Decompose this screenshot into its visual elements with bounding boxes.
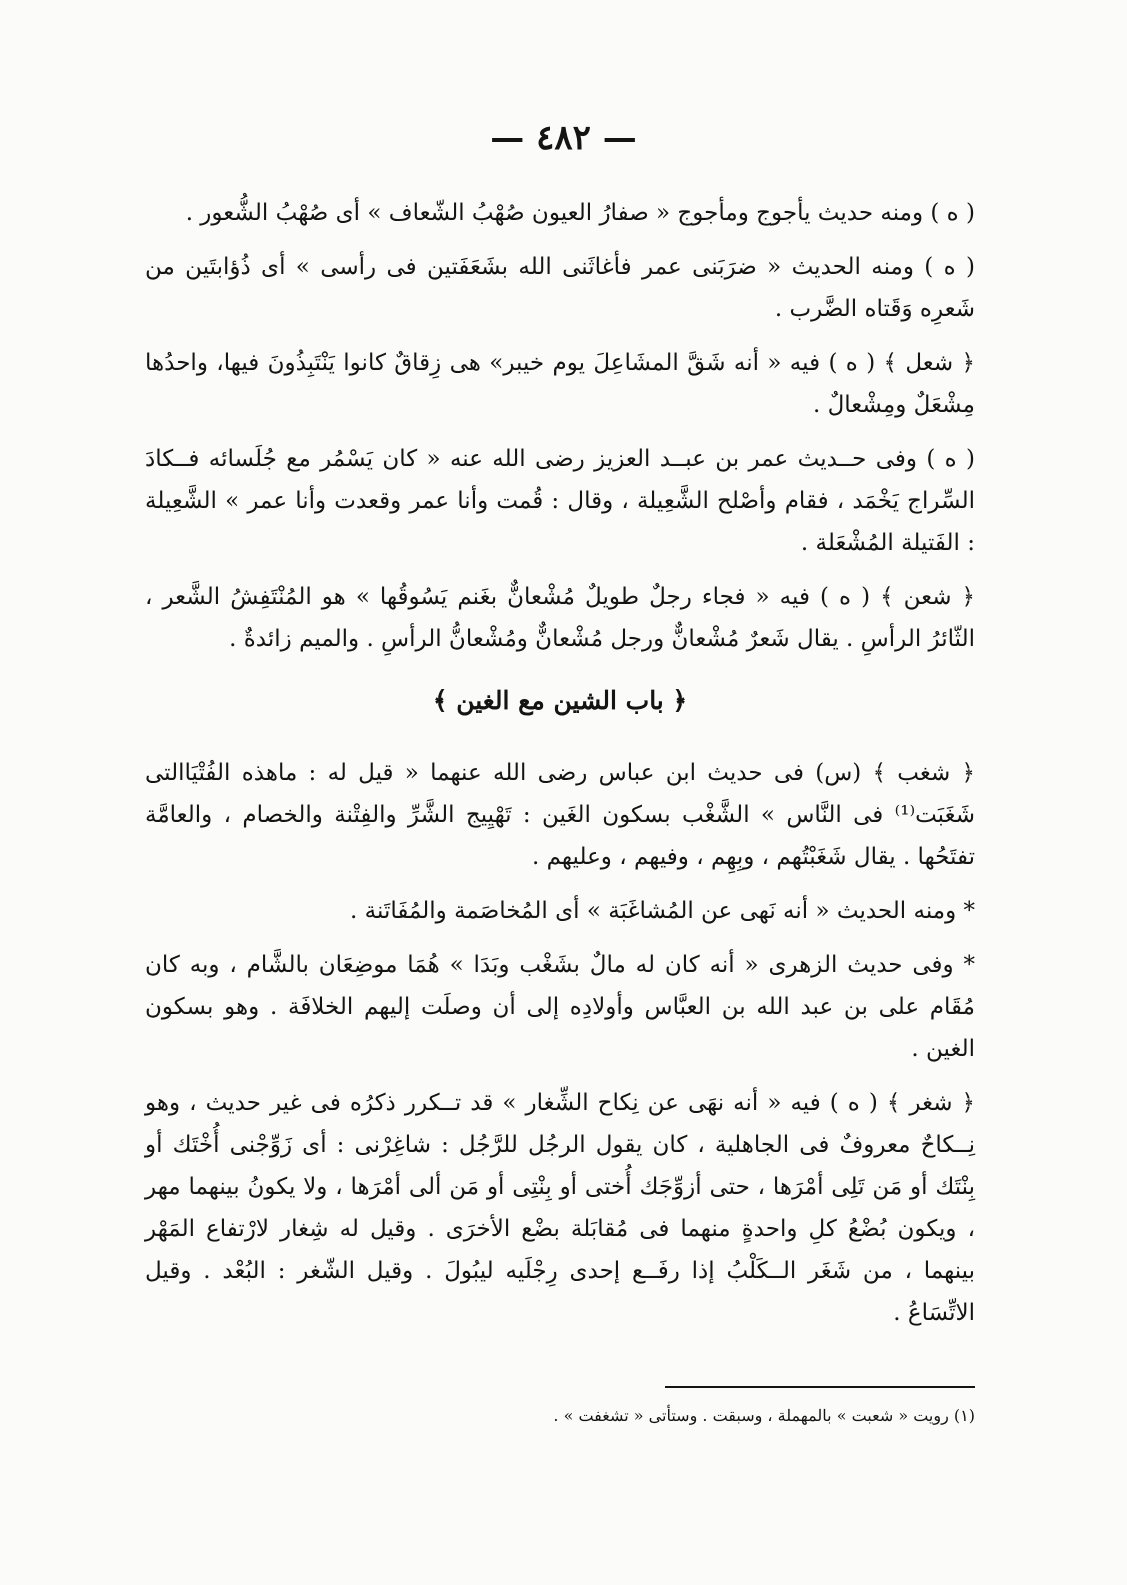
paragraph: * وفى حديث الزهرى « أنه كان له مالٌ بشَغْب وبَدَا » هُمَا موضِعَان بالشَّام ، وبه كان مُقَام على بن عبد الله بن العبَّاس وأولادِه إلى أن وصلَت إليهم الخلافَة . وهو بسكون الغين . [145, 952, 975, 1062]
section-heading: ﴿ باب الشين مع الغين ﴾ [432, 686, 688, 715]
paragraph: ﴿ شغر ﴾ ( ه ) فيه « أنه نهَى عن نِكاح الشِّغار » قد تــكرر ذكرُه فى غير حديث ، وهو نِــكاحٌ معروفٌ فى الجاهلية ، كان يقول الرجُل للرَّجُل : شاغِرْنى : أى زَوِّجْنى أُخْتَك أو بِنْتَك أو مَن تَلِى أمْرَها ، حتى أزوِّجَك أُختى أو بِنْتِى أو مَن ألى أمْرَها ، ولا يكونُ بينهما مهر ، ويكون بُضْعُ كلِ واحدةٍ منهما فى مُقابَلة بضْع الأخرَى . وقيل له شِغار لارْتفاع المَهْر بينهما ، من شَغَر الــكَلْبُ إذا رفَــع إحدى رِجْلَيه ليبُولَ . وقيل الشّغر : البُعْد . وقيل الاتِّسَاعُ . [145, 1090, 975, 1326]
paragraph: ﴿ شغب ﴾ (س) فى حديث ابن عباس رضى الله عنهما « قيل له : ماهذه الفُتْيَاالتى شَغَبَت⁽¹⁾ فى النَّاس » الشَّغْب بسكون الغَين : تَهْيِيج الشَّرِّ والفِتْنة والخصام ، والعامَّة تفتَحُها . يقال شَغَبْتُهم ، وبِهِم ، وفيهم ، وعليهم . [145, 760, 975, 870]
page-number: — ٤٨٢ — [490, 118, 637, 158]
footnote-divider [665, 1386, 975, 1388]
paragraph: ﴿ شعن ﴾ ( ه ) فيه « فجاء رجلٌ طويلٌ مُشْعانٌّ بغَنم يَسُوقُها » هو المُنْتَفِشُ الشَّعر ، الثّائرُ الرأسِ . يقال شَعرٌ مُشْعانٌّ ورجل مُشْعانٌّ ومُشْعانُّ الرأسِ . والميم زائدةٌ . [145, 584, 975, 652]
paragraph: * ومنه الحديث « أنه نَهى عن المُشاغَبَة » أى المُخاصَمة والمُفَاتَنة . [350, 898, 975, 924]
footnote: (١) رويت « شعبت » بالمهملة ، وسبقت . وستأتى « تشغفت » . [553, 1406, 975, 1425]
paragraph: ( ه ) ومنه حديث يأجوج ومأجوج « صفارُ العيون صُهْبُ الشّعاف » أى صُهْبُ الشُّعور . [185, 200, 975, 226]
paragraph: ﴿ شعل ﴾ ( ه ) فيه « أنه شَقَّ المشَاعِلَ يوم خيبر» هى زِقاقٌ كانوا يَنْتَبِذُونَ فيها، واحدُها مِشْعَلٌ ومِشْعالٌ . [145, 350, 975, 418]
page-body [145, 192, 975, 1346]
paragraph: ( ه ) ومنه الحديث « ضرَبَنى عمر فأغاثَنى الله بشَعَفَتين فى رأسى » أى ذُؤابتَين من شَعرِه وَقَتاه الضَّرب . [145, 254, 975, 322]
paragraph: ( ه ) وفى حــديث عمر بن عبــد العزيز رضى الله عنه « كان يَسْمُر مع جُلَسائه فــكادَ السِّراج يَخْمَد ، فقام وأصْلح الشَّعِيلة ، وقال : قُمت وأنا عمر وقعدت وأنا عمر » الشَّعِيلة : الفَتيلة المُشْعَلة . [145, 446, 975, 556]
